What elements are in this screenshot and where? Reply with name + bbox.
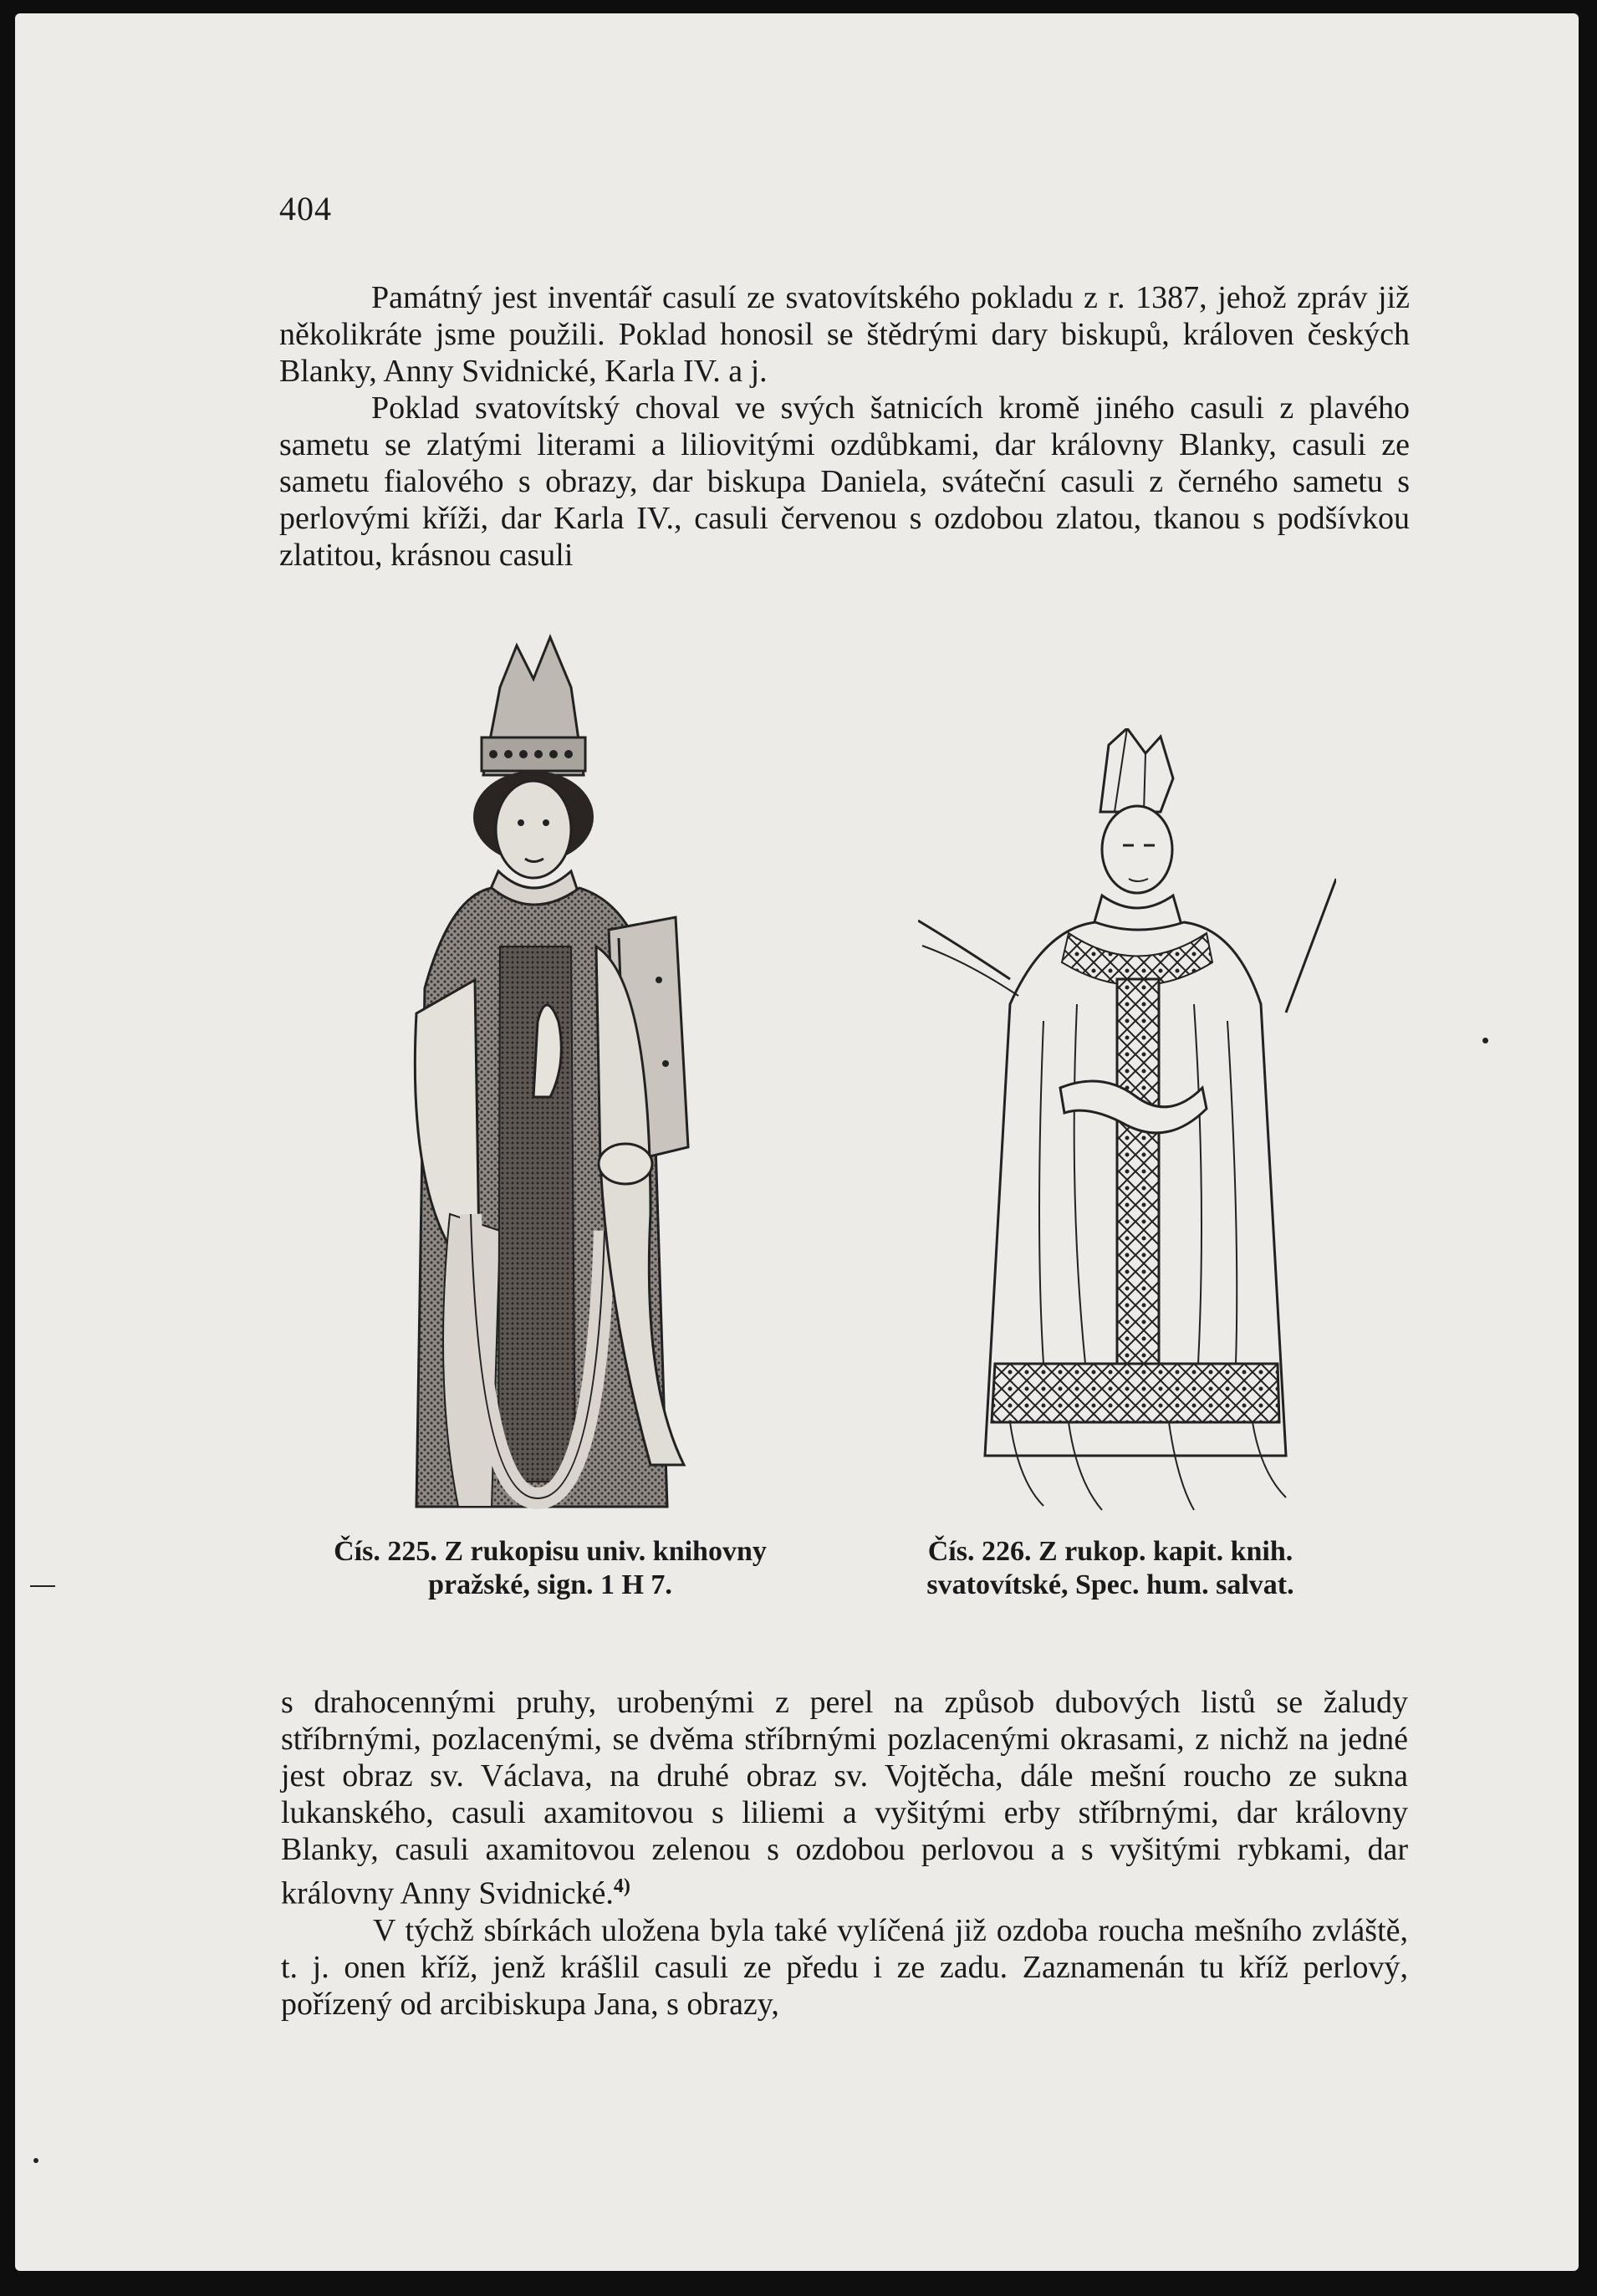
footnote-mark: 4) <box>613 1875 630 1897</box>
bottom-text-block <box>281 1684 1408 2023</box>
caption-line: svatovítské, Spec. hum. salvat. <box>926 1569 1294 1600</box>
bishop-with-joined-hands-drawing <box>918 728 1336 1523</box>
paragraph: Poklad svatovítský choval ve svých šatnicích kromě jiného casuli z plavého sametu se zlatými literami a liliovitými ozdůbkami, dar královny Blanky, casuli ze sametu fialového s obrazy, dar biskupa Daniela, sváteční casuli z černého sametu s perlovými kříži, dar Karla IV., casuli červenou s ozdobou zlatou, tkanou s podšívkou zlatitou, krásnou casuli <box>279 390 1410 573</box>
paragraph: Památný jest inventář casulí ze svatovítského pokladu z r. 1387, jehož zpráv již několikráte jsme použili. Poklad honosil se štědrými dary biskupů, královen českých Blanky, Anny Svidnické, Karla IV. a j. <box>279 280 1410 389</box>
figure-225-caption <box>291 1535 809 1602</box>
figure-225-illustration <box>400 629 717 1519</box>
page-speck <box>1482 1038 1488 1043</box>
page-speck <box>33 2158 38 2163</box>
page-speck <box>30 1585 55 1587</box>
figure-226-illustration <box>918 728 1336 1523</box>
figure-226-caption <box>860 1535 1361 1602</box>
paragraph: V týchž sbírkách uložena byla také vylíčená již ozdoba roucha mešního zvláště, t. j. onen kříž, jenž krášlil casuli ze předu i ze zadu. Zaznamenán tu kříž perlový, pořízený od arcibiskupa Jana, s obrazy, <box>281 1912 1408 2022</box>
caption-line: Čís. 225. Z rukopisu univ. knihovny <box>334 1536 767 1567</box>
bishop-with-book-drawing <box>400 629 717 1519</box>
caption-line: Čís. 226. Z rukop. kapit. knih. <box>927 1536 1293 1567</box>
book-page <box>15 13 1579 2271</box>
paragraph <box>281 1684 1408 1912</box>
top-text-block <box>279 279 1410 574</box>
page-number: 404 <box>279 190 332 227</box>
caption-line: pražské, sign. 1 H 7. <box>428 1569 672 1600</box>
paragraph-text: s drahocennými pruhy, urobenými z perel na způsob dubových listů se žaludy stříbrnými, pozlacenými, se dvěma stříbrnými pozlacenými okrasami, z nichž na jedné jest obraz sv. Václava, na druhé obraz sv. Vojtěcha, dále mešní roucho ze sukna lukanského, casuli axamitovou s liliemi a vyšitými erby stříbrnými, dar královny Blanky, casuli axamitovou zelenou s ozdobou perlovou a s vyšitými rybkami, dar královny Anny Svidnické. <box>281 1685 1408 1911</box>
